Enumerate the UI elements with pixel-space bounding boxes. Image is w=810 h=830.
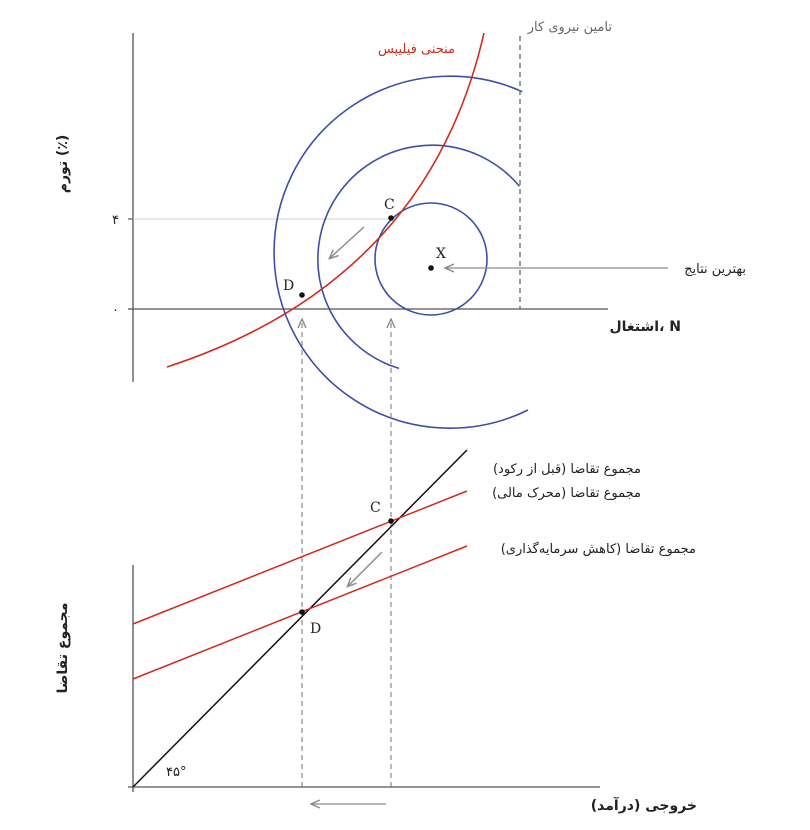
movement-arrow-bottom bbox=[348, 552, 382, 586]
point-d-bottom bbox=[299, 609, 305, 615]
tick-0-label: ۰ bbox=[112, 303, 119, 318]
movement-arrow-top bbox=[330, 227, 364, 258]
angle-45-label: ۴۵° bbox=[166, 765, 187, 780]
bottom-panel bbox=[55, 450, 697, 814]
line-45-degree bbox=[133, 450, 467, 787]
point-d-bottom-label: D bbox=[310, 621, 322, 637]
point-c-bottom-label: C bbox=[370, 500, 381, 516]
point-d-top-label: D bbox=[283, 278, 295, 294]
tick-4-label: ۴ bbox=[112, 213, 119, 228]
indifference-curve-outer bbox=[274, 76, 528, 428]
point-x-label: X bbox=[436, 246, 446, 262]
demand-fiscal-stimulus-label: مجموع تقاضا (محرک مالی) bbox=[492, 486, 641, 501]
phillips-curve-label: منحنی فیلیپس bbox=[377, 42, 455, 57]
point-c-bottom bbox=[388, 518, 394, 524]
top-x-axis-label: اشتغال، N bbox=[609, 319, 681, 335]
demand-before-recession-label: مجموع تقاضا (قبل از رکود) bbox=[492, 462, 641, 477]
indifference-curve-middle bbox=[318, 145, 520, 368]
best-outcome-label: بهترین نتایج bbox=[684, 262, 746, 277]
bottom-x-axis-label: خروجی (درآمد) bbox=[590, 798, 697, 814]
point-d-top bbox=[299, 292, 305, 298]
top-panel bbox=[55, 20, 746, 428]
labor-supply-label: تامین نیروی کار bbox=[527, 20, 612, 35]
point-x bbox=[428, 265, 434, 271]
demand-investment-drop-label: مجموع تقاضا (کاهش سرمایه‌گذاری) bbox=[500, 542, 696, 557]
top-y-axis-label: تورم (٪) bbox=[55, 134, 71, 194]
vertical-guides bbox=[302, 320, 391, 787]
bottom-y-axis-label: مجموع تقاضا bbox=[55, 602, 71, 694]
point-c-top bbox=[388, 215, 394, 221]
demand-line-upper bbox=[133, 491, 467, 624]
phillips-curve bbox=[167, 33, 484, 367]
indifference-curves bbox=[274, 76, 528, 428]
point-c-top-label: C bbox=[384, 197, 395, 213]
